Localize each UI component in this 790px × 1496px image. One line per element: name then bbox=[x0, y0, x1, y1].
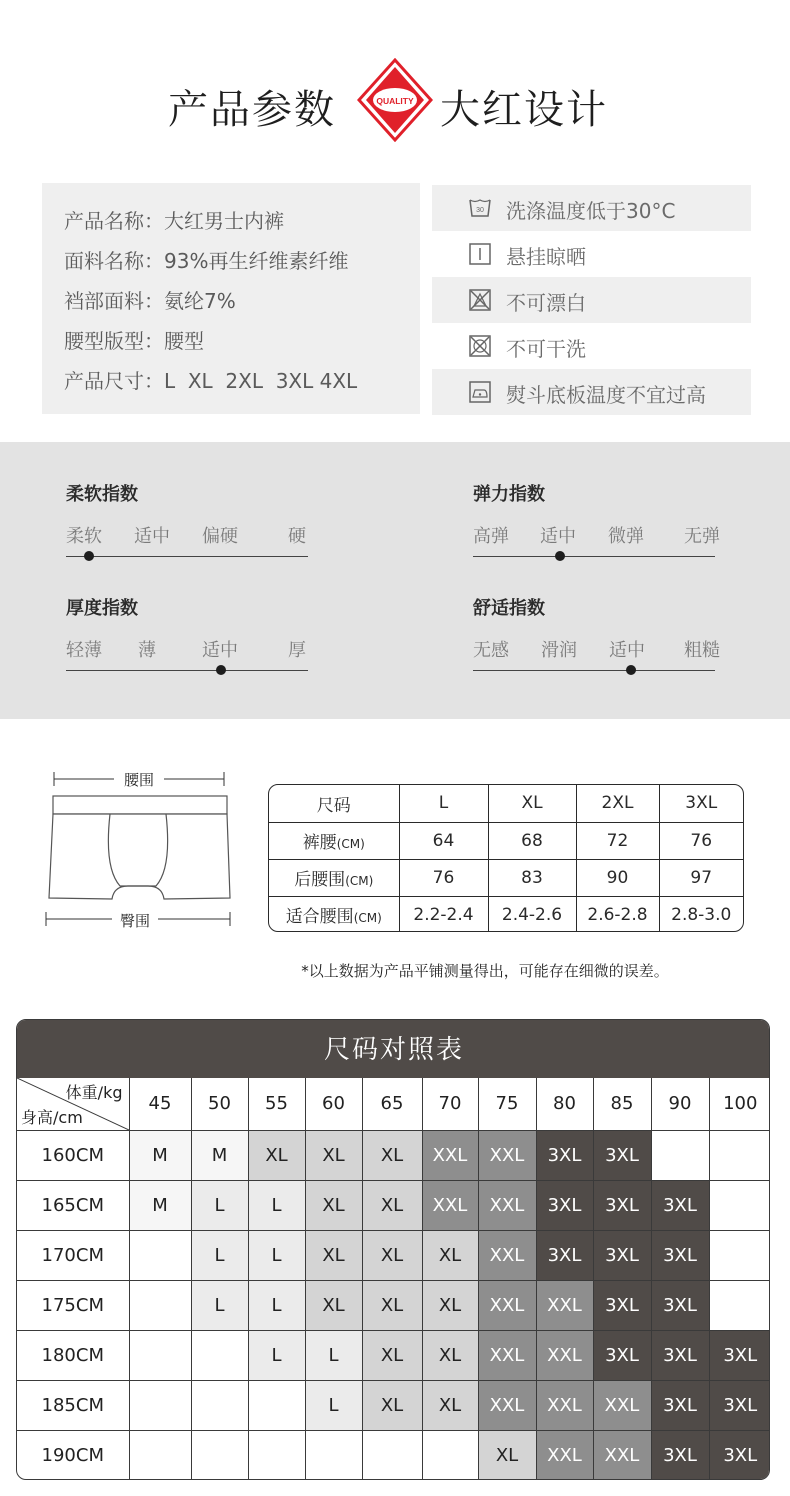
index-track bbox=[473, 556, 715, 557]
care-row bbox=[432, 369, 751, 415]
size-row-label: 后腰围(CM) bbox=[269, 859, 399, 896]
weight-header-cell: 45 bbox=[129, 1078, 191, 1130]
size-recommendation-cell: XL bbox=[362, 1180, 422, 1230]
briefs-diagram bbox=[42, 768, 238, 938]
size-recommendation-cell bbox=[422, 1430, 478, 1480]
size-table-row bbox=[269, 896, 743, 932]
weight-axis-label: 体重/kg bbox=[65, 1083, 123, 1102]
size-recommendation-cell: XXL bbox=[478, 1330, 536, 1380]
weight-header-cell: 70 bbox=[422, 1078, 478, 1130]
size-recommendation-cell: XXL bbox=[536, 1380, 593, 1430]
care-row bbox=[432, 323, 751, 369]
wash-30-icon bbox=[468, 196, 492, 220]
size-recommendation-cell: XXL bbox=[536, 1280, 593, 1330]
reference-row bbox=[17, 1130, 770, 1180]
size-recommendation-cell: M bbox=[191, 1130, 248, 1180]
fabric-indexes bbox=[0, 442, 790, 719]
size-recommendation-cell bbox=[248, 1380, 305, 1430]
index-label: 无感 bbox=[473, 640, 509, 661]
index-marker bbox=[555, 551, 565, 561]
size-recommendation-cell: L bbox=[191, 1180, 248, 1230]
badge-text: QUALITY bbox=[376, 96, 414, 106]
size-recommendation-cell: XXL bbox=[536, 1430, 593, 1480]
size-cell: 76 bbox=[659, 822, 743, 859]
size-recommendation-cell: XXL bbox=[478, 1130, 536, 1180]
size-recommendation-cell bbox=[305, 1430, 362, 1480]
index-label: 适中 bbox=[540, 526, 576, 547]
reference-table bbox=[17, 1078, 770, 1480]
size-recommendation-cell: XL bbox=[422, 1280, 478, 1330]
size-recommendation-cell: XL bbox=[362, 1230, 422, 1280]
reference-row bbox=[17, 1430, 770, 1480]
size-recommendation-cell bbox=[191, 1430, 248, 1480]
size-recommendation-cell: XXL bbox=[593, 1430, 651, 1480]
size-recommendation-cell: 3XL bbox=[536, 1230, 593, 1280]
param-row bbox=[64, 325, 204, 354]
size-recommendation-cell: XL bbox=[362, 1280, 422, 1330]
size-recommendation-cell: XL bbox=[422, 1380, 478, 1430]
index-label: 薄 bbox=[138, 640, 156, 661]
size-recommendation-cell: XL bbox=[422, 1330, 478, 1380]
waist-label: 腰围 bbox=[123, 771, 155, 789]
index-track bbox=[66, 556, 308, 557]
care-text: 洗涤温度低于30°C bbox=[506, 199, 676, 223]
size-recommendation-cell: L bbox=[305, 1330, 362, 1380]
size-recommendation-cell: 3XL bbox=[536, 1130, 593, 1180]
size-cell: 2.8-3.0 bbox=[659, 896, 743, 932]
weight-header-cell: 50 bbox=[191, 1078, 248, 1130]
height-label-cell: 185CM bbox=[17, 1380, 129, 1430]
index-marker bbox=[84, 551, 94, 561]
size-recommendation-cell: 3XL bbox=[709, 1380, 770, 1430]
size-table bbox=[268, 784, 744, 932]
index-title-thickness: 厚度指数 bbox=[66, 598, 138, 619]
weight-header-cell: 60 bbox=[305, 1078, 362, 1130]
size-recommendation-cell: 3XL bbox=[651, 1230, 709, 1280]
size-recommendation-cell: XL bbox=[305, 1130, 362, 1180]
size-header-cell: 尺码 bbox=[269, 785, 399, 822]
param-label: 腰型版型： bbox=[64, 329, 164, 353]
size-recommendation-cell bbox=[191, 1380, 248, 1430]
index-title-softness: 柔软指数 bbox=[66, 484, 138, 505]
header-right-title: 大红设计 bbox=[440, 87, 608, 133]
index-title-elasticity: 弹力指数 bbox=[473, 484, 545, 505]
param-label: 面料名称： bbox=[64, 249, 164, 273]
size-table-row bbox=[269, 822, 743, 859]
size-recommendation-cell: XL bbox=[478, 1430, 536, 1480]
size-table-header bbox=[269, 785, 743, 822]
care-instructions bbox=[432, 183, 751, 414]
reference-row bbox=[17, 1380, 770, 1430]
param-label: 产品尺寸： bbox=[64, 369, 164, 393]
size-recommendation-cell: L bbox=[248, 1180, 305, 1230]
size-recommendation-cell: XXL bbox=[422, 1180, 478, 1230]
size-cell: 97 bbox=[659, 859, 743, 896]
reference-title: 尺码对照表 bbox=[17, 1020, 770, 1078]
height-label-cell: 165CM bbox=[17, 1180, 129, 1230]
no-bleach-icon bbox=[468, 288, 492, 312]
no-dry-clean-icon bbox=[468, 334, 492, 358]
index-title-comfort: 舒适指数 bbox=[473, 598, 545, 619]
size-recommendation-cell: L bbox=[248, 1280, 305, 1330]
size-recommendation-cell bbox=[651, 1130, 709, 1180]
size-row-label: 适合腰围(CM) bbox=[269, 896, 399, 932]
reference-corner-cell bbox=[17, 1078, 129, 1130]
size-cell: 2.2-2.4 bbox=[399, 896, 488, 932]
size-recommendation-cell: 3XL bbox=[593, 1230, 651, 1280]
index-label: 适中 bbox=[134, 526, 170, 547]
size-recommendation-cell: XL bbox=[422, 1230, 478, 1280]
size-recommendation-cell bbox=[129, 1430, 191, 1480]
weight-header-cell: 85 bbox=[593, 1078, 651, 1130]
size-recommendation-cell: 3XL bbox=[651, 1330, 709, 1380]
size-recommendation-cell: XXL bbox=[478, 1180, 536, 1230]
index-label: 粗糙 bbox=[684, 640, 720, 661]
index-label: 适中 bbox=[609, 640, 645, 661]
index-label: 硬 bbox=[288, 526, 306, 547]
param-value: 腰型 bbox=[164, 329, 204, 353]
index-label: 柔软 bbox=[66, 526, 102, 547]
size-header-cell: 2XL bbox=[576, 785, 659, 822]
size-recommendation-cell: XL bbox=[305, 1230, 362, 1280]
size-recommendation-cell bbox=[362, 1430, 422, 1480]
index-label: 微弹 bbox=[608, 526, 644, 547]
index-label: 适中 bbox=[202, 640, 238, 661]
size-recommendation-cell bbox=[129, 1380, 191, 1430]
size-recommendation-cell: 3XL bbox=[651, 1180, 709, 1230]
weight-header-cell: 80 bbox=[536, 1078, 593, 1130]
size-cell: 76 bbox=[399, 859, 488, 896]
size-recommendation-cell: 3XL bbox=[651, 1380, 709, 1430]
size-recommendation-cell: L bbox=[248, 1330, 305, 1380]
reference-header-row bbox=[17, 1078, 770, 1130]
size-cell: 64 bbox=[399, 822, 488, 859]
size-recommendation-cell bbox=[709, 1130, 770, 1180]
care-text: 不可干洗 bbox=[506, 337, 586, 361]
reference-row bbox=[17, 1230, 770, 1280]
param-value: 大红男士内裤 bbox=[164, 209, 284, 233]
size-recommendation-cell bbox=[129, 1230, 191, 1280]
size-recommendation-cell bbox=[709, 1180, 770, 1230]
param-value: 氨纶7% bbox=[164, 289, 236, 313]
size-recommendation-cell: XXL bbox=[478, 1280, 536, 1330]
index-label: 无弹 bbox=[684, 526, 720, 547]
size-recommendation-cell: XL bbox=[362, 1380, 422, 1430]
height-label-cell: 180CM bbox=[17, 1330, 129, 1380]
iron-low-icon bbox=[468, 380, 492, 404]
param-row bbox=[64, 285, 236, 314]
param-label: 产品名称： bbox=[64, 209, 164, 233]
size-recommendation-cell: XL bbox=[305, 1280, 362, 1330]
size-recommendation-cell bbox=[248, 1430, 305, 1480]
size-header-cell: 3XL bbox=[659, 785, 743, 822]
param-label: 裆部面料： bbox=[64, 289, 164, 313]
size-row-label: 裤腰(CM) bbox=[269, 822, 399, 859]
page-header bbox=[0, 56, 790, 148]
size-recommendation-cell: 3XL bbox=[651, 1430, 709, 1480]
size-recommendation-cell: XL bbox=[305, 1180, 362, 1230]
size-recommendation-cell: L bbox=[191, 1230, 248, 1280]
size-recommendation-cell bbox=[709, 1230, 770, 1280]
height-label-cell: 170CM bbox=[17, 1230, 129, 1280]
size-recommendation-cell bbox=[191, 1330, 248, 1380]
index-label: 厚 bbox=[288, 640, 306, 661]
size-recommendation-cell: XXL bbox=[536, 1330, 593, 1380]
size-recommendation-cell: 3XL bbox=[709, 1330, 770, 1380]
weight-header-cell: 100 bbox=[709, 1078, 770, 1130]
svg-text:30: 30 bbox=[476, 207, 484, 214]
size-recommendation-cell: M bbox=[129, 1180, 191, 1230]
size-cell: 2.4-2.6 bbox=[488, 896, 576, 932]
size-recommendation-cell: XXL bbox=[478, 1230, 536, 1280]
size-recommendation-cell: XXL bbox=[593, 1380, 651, 1430]
index-label: 滑润 bbox=[541, 640, 577, 661]
height-axis-label: 身高/cm bbox=[21, 1107, 83, 1127]
hang-dry-icon bbox=[468, 242, 492, 266]
size-recommendation-cell: XL bbox=[362, 1330, 422, 1380]
param-row bbox=[64, 245, 348, 274]
quality-badge-icon bbox=[357, 58, 433, 142]
index-marker bbox=[626, 665, 636, 675]
size-recommendation-cell: 3XL bbox=[593, 1280, 651, 1330]
size-recommendation-cell: L bbox=[191, 1280, 248, 1330]
size-cell: 83 bbox=[488, 859, 576, 896]
size-header-cell: XL bbox=[488, 785, 576, 822]
reference-row bbox=[17, 1330, 770, 1380]
measurement-note: *以上数据为产品平铺测量得出，可能存在细微的误差。 bbox=[301, 962, 669, 980]
param-row bbox=[64, 205, 284, 234]
size-reference-chart bbox=[16, 1019, 770, 1480]
care-row bbox=[432, 277, 751, 323]
care-row bbox=[432, 231, 751, 277]
size-cell: 2.6-2.8 bbox=[576, 896, 659, 932]
size-recommendation-cell: 3XL bbox=[593, 1180, 651, 1230]
header-left-title: 产品参数 bbox=[168, 87, 336, 133]
index-marker bbox=[216, 665, 226, 675]
size-recommendation-cell: 3XL bbox=[593, 1130, 651, 1180]
param-row bbox=[64, 365, 357, 394]
size-recommendation-cell: XXL bbox=[478, 1380, 536, 1430]
index-track bbox=[66, 670, 308, 671]
weight-header-cell: 90 bbox=[651, 1078, 709, 1130]
size-table-row bbox=[269, 859, 743, 896]
reference-row bbox=[17, 1280, 770, 1330]
weight-header-cell: 75 bbox=[478, 1078, 536, 1130]
care-text: 熨斗底板温度不宜过高 bbox=[506, 383, 706, 407]
height-label-cell: 190CM bbox=[17, 1430, 129, 1480]
size-recommendation-cell: 3XL bbox=[593, 1330, 651, 1380]
index-label: 轻薄 bbox=[66, 640, 102, 661]
size-recommendation-cell: M bbox=[129, 1130, 191, 1180]
weight-header-cell: 55 bbox=[248, 1078, 305, 1130]
size-recommendation-cell: 3XL bbox=[709, 1430, 770, 1480]
size-recommendation-cell: 3XL bbox=[651, 1280, 709, 1330]
param-value: L XL 2XL 3XL 4XL bbox=[164, 369, 358, 393]
height-label-cell: 160CM bbox=[17, 1130, 129, 1180]
size-recommendation-cell: XXL bbox=[422, 1130, 478, 1180]
size-header-cell: L bbox=[399, 785, 488, 822]
size-cell: 72 bbox=[576, 822, 659, 859]
weight-header-cell: 65 bbox=[362, 1078, 422, 1130]
care-row bbox=[432, 185, 751, 231]
care-text: 不可漂白 bbox=[506, 291, 586, 315]
care-text: 悬挂晾晒 bbox=[506, 245, 586, 269]
size-recommendation-cell: 3XL bbox=[536, 1180, 593, 1230]
index-label: 高弹 bbox=[473, 526, 509, 547]
size-recommendation-cell: L bbox=[305, 1380, 362, 1430]
product-params bbox=[42, 183, 420, 414]
index-label: 偏硬 bbox=[202, 526, 238, 547]
size-recommendation-cell: XL bbox=[248, 1130, 305, 1180]
index-track bbox=[473, 670, 715, 671]
size-recommendation-cell: XL bbox=[362, 1130, 422, 1180]
param-value: 93%再生纤维素纤维 bbox=[164, 249, 349, 273]
size-cell: 90 bbox=[576, 859, 659, 896]
size-recommendation-cell: L bbox=[248, 1230, 305, 1280]
reference-row bbox=[17, 1180, 770, 1230]
size-cell: 68 bbox=[488, 822, 576, 859]
size-recommendation-cell bbox=[709, 1280, 770, 1330]
size-recommendation-cell bbox=[129, 1280, 191, 1330]
hip-label: 臀围 bbox=[119, 912, 151, 930]
height-label-cell: 175CM bbox=[17, 1280, 129, 1330]
size-recommendation-cell bbox=[129, 1330, 191, 1380]
